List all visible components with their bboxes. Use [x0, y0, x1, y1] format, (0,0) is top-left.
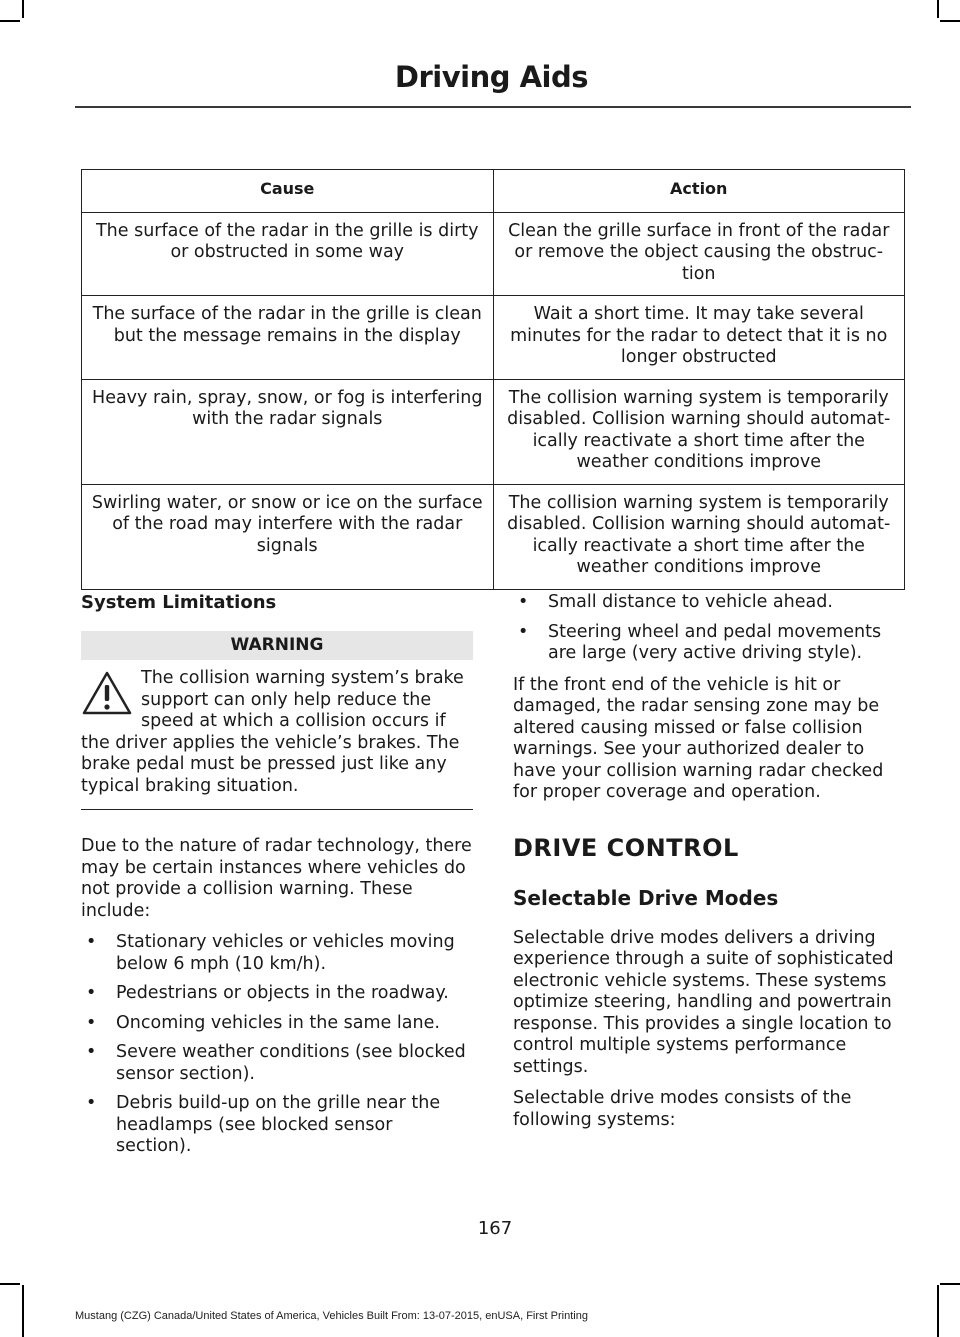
table-row — [82, 212, 905, 296]
list-item: • Severe weather conditions (see blocked sensor section). — [81, 1042, 473, 1085]
selectable-drive-modes-heading: Selectable Drive Modes — [513, 885, 779, 910]
system-limitations-heading: System Limitations — [81, 592, 277, 613]
cause-cell: Swirling water, or snow or ice on the surface of the road may interfere with the radar signals — [82, 484, 494, 589]
warning-box — [81, 631, 473, 810]
cause-cell: Heavy rain, spray, snow, or fog is interfering with the radar signals — [82, 379, 494, 484]
crop-mark-bottom-right-h — [940, 1283, 960, 1285]
crop-mark-top-right — [937, 0, 939, 18]
warning-text: The collision warning system’s brake support can only help reduce the speed at which a collision occurs if the driver applies the vehicle’s brakes. The brake pedal must be pressed just like any typical braking situation. — [81, 668, 464, 796]
left-column — [81, 592, 473, 1168]
limitations-list — [81, 932, 473, 1158]
column-header-cause: Cause — [82, 170, 494, 213]
page-number: 167 — [477, 1218, 513, 1239]
column-header-action: Action — [493, 170, 905, 213]
action-cell: The collision warning system is temporarily disabled. Collision warning should automat-ically reactivate a short time after the weather conditions improve — [493, 484, 905, 589]
crop-mark-bottom-left — [22, 1285, 24, 1337]
action-cell: The collision warning system is temporarily disabled. Collision warning should automat-ically reactivate a short time after the weather conditions improve — [493, 379, 905, 484]
table-row — [82, 484, 905, 589]
warning-triangle-icon — [81, 670, 133, 716]
damage-paragraph: If the front end of the vehicle is hit or damaged, the radar sensing zone may be altered causing missed or false collision warnings. See your authorized dealer to have your collision warning radar checked for proper coverage and operation. — [513, 674, 884, 802]
action-cell: Clean the grille surface in front of the radar or remove the object causing the obstruc-tion — [493, 212, 905, 296]
table-row — [82, 379, 905, 484]
crop-mark-bottom-left-h — [0, 1283, 20, 1285]
table-header-row — [82, 170, 905, 213]
table-row — [82, 296, 905, 380]
cause-cell: The surface of the radar in the grille is dirty or obstructed in some way — [82, 212, 494, 296]
crop-mark-top-right-h — [940, 20, 960, 22]
crop-mark-top-left — [22, 0, 24, 18]
cause-cell: The surface of the radar in the grille is clean but the message remains in the display — [82, 296, 494, 380]
drive-control-heading: DRIVE CONTROL — [513, 833, 739, 862]
warning-body — [81, 668, 473, 810]
list-item: • Stationary vehicles or vehicles moving below 6 mph (10 km/h). — [81, 932, 473, 975]
header-rule — [75, 106, 911, 108]
warning-label: WARNING — [81, 631, 473, 660]
action-cell: Wait a short time. It may take several minutes for the radar to detect that it is no longer obstructed — [493, 296, 905, 380]
crop-mark-top-left-h — [0, 20, 20, 22]
right-column — [513, 592, 905, 1141]
list-item: • Steering wheel and pedal movements are large (very active driving style). — [513, 622, 905, 665]
drive-modes-systems-paragraph: Selectable drive modes consists of the following systems: — [513, 1088, 852, 1130]
section-title: Driving Aids — [394, 60, 588, 94]
list-item: • Pedestrians or objects in the roadway. — [81, 983, 473, 1005]
list-item: • Small distance to vehicle ahead. — [513, 592, 905, 614]
drive-modes-paragraph: Selectable drive modes delivers a driving experience through a suite of sophisticated electronic vehicle systems. These systems optimize steering, handling and powertrain response. This provides a single location to control multiple systems performance settings. — [513, 927, 894, 1077]
publication-footer: Mustang (CZG) Canada/United States of America, Vehicles Built From: 13-07-2015, enUSA, First Printing — [75, 1310, 588, 1322]
list-item: • Debris build-up on the grille near the headlamps (see blocked sensor section). — [81, 1093, 473, 1158]
list-item: • Oncoming vehicles in the same lane. — [81, 1013, 473, 1035]
cause-action-table — [81, 169, 905, 590]
limitations-intro: Due to the nature of radar technology, there may be certain instances where vehicles do not provide a collision warning. These include: — [81, 836, 472, 921]
limitations-list-continued — [513, 592, 905, 665]
crop-mark-bottom-right — [937, 1285, 939, 1337]
